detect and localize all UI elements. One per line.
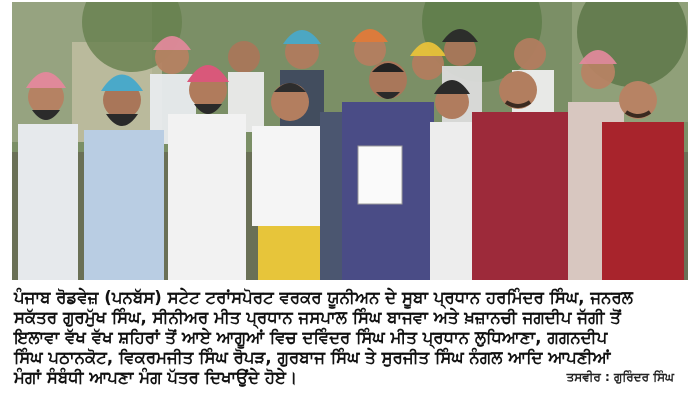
news-photo xyxy=(12,2,688,280)
caption-line: ਮੰਗਾਂ ਸੰਬੰਧੀ ਆਪਣਾ ਮੰਗ ਪੱਤਰ ਦਿਖਾਉਂਦੇ ਹੋਏ। xyxy=(14,368,298,387)
photo-caption xyxy=(12,288,688,410)
memorandum-sheet xyxy=(358,146,402,204)
caption-line: ਪੰਜਾਬ ਰੋਡਵੇਜ਼ (ਪਨਬੱਸ) ਸਟੇਟ ਟਰਾਂਸਪੋਰਟ ਵਰਕਰ ਯੂਨੀਅਨ ਦੇ ਸੂਬਾ ਪ੍ਰਧਾਨ ਹਰਮਿੰਦਰ ਸਿੰਘ, ਜਨਰਲ xyxy=(14,288,633,307)
photo-credit: ਤਸਵੀਰ : ਗੁਰਿੰਦਰ ਸਿੰਘ xyxy=(566,370,674,384)
caption-line: ਸਕੱਤਰ ਗੁਰਮੁੱਖ ਸਿੰਘ, ਸੀਨੀਅਰ ਮੀਤ ਪ੍ਰਧਾਨ ਜਸਪਾਲ ਸਿੰਘ ਬਾਜਵਾ ਅਤੇ ਖ਼ਜ਼ਾਨਚੀ ਜਗਦੀਪ ਜੱਗੀ ਤੋਂ xyxy=(14,308,621,327)
caption-line: ਇਲਾਵਾ ਵੱਖ ਵੱਖ ਸ਼ਹਿਰਾਂ ਤੋਂ ਆਏ ਆਗੂਆਂ ਵਿਚ ਦਵਿੰਦਰ ਸਿੰਘ ਮੀਤ ਪ੍ਰਧਾਨ ਲੁਧਿਆਣਾ, ਗਗਨਦੀਪ xyxy=(14,328,608,347)
caption-line: ਸਿੰਘ ਪਠਾਨਕੋਟ, ਵਿਕਰਮਜੀਤ ਸਿੰਘ ਰੋਪੜ, ਗੁਰਬਾਜ ਸਿੰਘ ਤੇ ਸੁਰਜੀਤ ਸਿੰਘ ਨੰਗਲ ਆਦਿ ਆਪਣੀਆਂ xyxy=(14,348,611,367)
group-photo-illustration xyxy=(12,2,688,280)
